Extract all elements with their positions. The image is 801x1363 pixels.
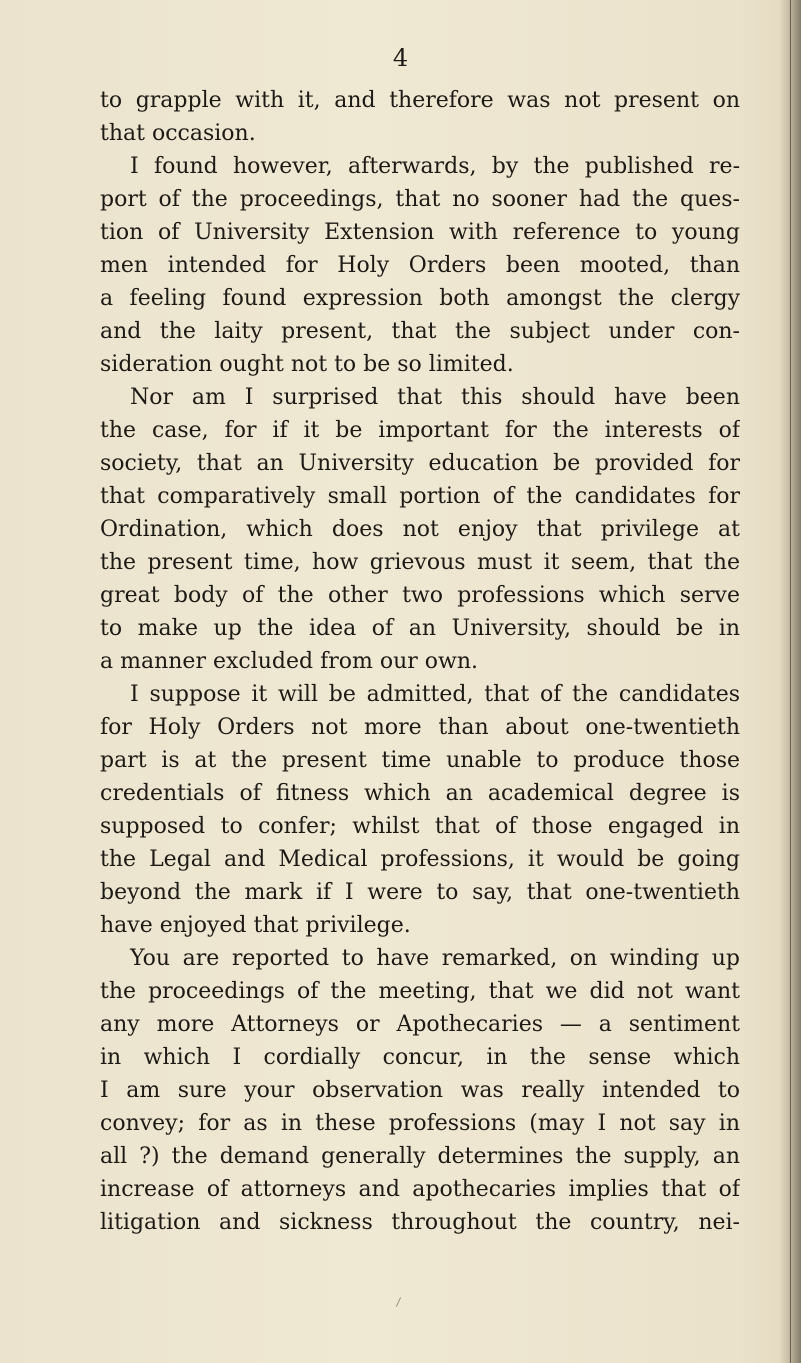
text-line: to grapple with it, and therefore was not present on bbox=[100, 88, 740, 113]
text-line: Ordination, which does not enjoy that privilege at bbox=[100, 517, 740, 542]
text-line: the proceedings of the meeting, that we did not want bbox=[100, 979, 740, 1004]
text-line: part is at the present time unable to produce those bbox=[100, 748, 740, 773]
text-line: convey; for as in these professions (may I not say in bbox=[100, 1111, 740, 1136]
text-line: a feeling found expression both amongst the clergy bbox=[100, 286, 740, 311]
text-line: sideration ought not to be so limited. bbox=[100, 352, 514, 377]
page-edge-line bbox=[790, 0, 791, 1363]
text-line: in which I cordially concur, in the sense which bbox=[100, 1045, 740, 1070]
text-line: and the laity present, that the subject under con- bbox=[100, 319, 740, 344]
text-line: Nor am I surprised that this should have been bbox=[130, 385, 740, 410]
stray-mark bbox=[396, 1297, 401, 1306]
text-line: port of the proceedings, that no sooner had the ques- bbox=[100, 187, 740, 212]
text-line: for Holy Orders not more than about one-twentieth bbox=[100, 715, 740, 740]
text-line: the present time, how grievous must it seem, that the bbox=[100, 550, 740, 575]
text-line: that occasion. bbox=[100, 121, 256, 146]
text-line: the Legal and Medical professions, it would be going bbox=[100, 847, 740, 872]
text-line: tion of University Extension with reference to young bbox=[100, 220, 740, 245]
text-line: credentials of fitness which an academical degree is bbox=[100, 781, 740, 806]
text-line: that comparatively small portion of the candidates for bbox=[100, 484, 740, 509]
text-line: increase of attorneys and apothecaries implies that of bbox=[100, 1177, 740, 1202]
text-line: all ?) the demand generally determines the supply, an bbox=[100, 1144, 740, 1169]
text-line: beyond the mark if I were to say, that one-twentieth bbox=[100, 880, 740, 905]
text-line: I am sure your observation was really intended to bbox=[100, 1078, 740, 1103]
text-line: I found however, afterwards, by the published re- bbox=[130, 154, 740, 179]
text-line: the case, for if it be important for the interests of bbox=[100, 418, 740, 443]
body-text bbox=[100, 84, 740, 1239]
text-line: any more Attorneys or Apothecaries — a sentiment bbox=[100, 1012, 740, 1037]
text-line: a manner excluded from our own. bbox=[100, 649, 479, 674]
text-line: to make up the idea of an University, should be in bbox=[100, 616, 740, 641]
text-line: I suppose it will be admitted, that of the candidates bbox=[130, 682, 740, 707]
page-number: 4 bbox=[392, 44, 409, 72]
text-line: litigation and sickness throughout the country, nei- bbox=[100, 1210, 740, 1235]
text-line: men intended for Holy Orders been mooted, than bbox=[100, 253, 740, 278]
text-line: great body of the other two professions which serve bbox=[100, 583, 740, 608]
text-line: supposed to confer; whilst that of those engaged in bbox=[100, 814, 740, 839]
text-line: society, that an University education be provided for bbox=[100, 451, 740, 476]
text-line: You are reported to have remarked, on winding up bbox=[130, 946, 740, 971]
text-line: have enjoyed that privilege. bbox=[100, 913, 411, 938]
